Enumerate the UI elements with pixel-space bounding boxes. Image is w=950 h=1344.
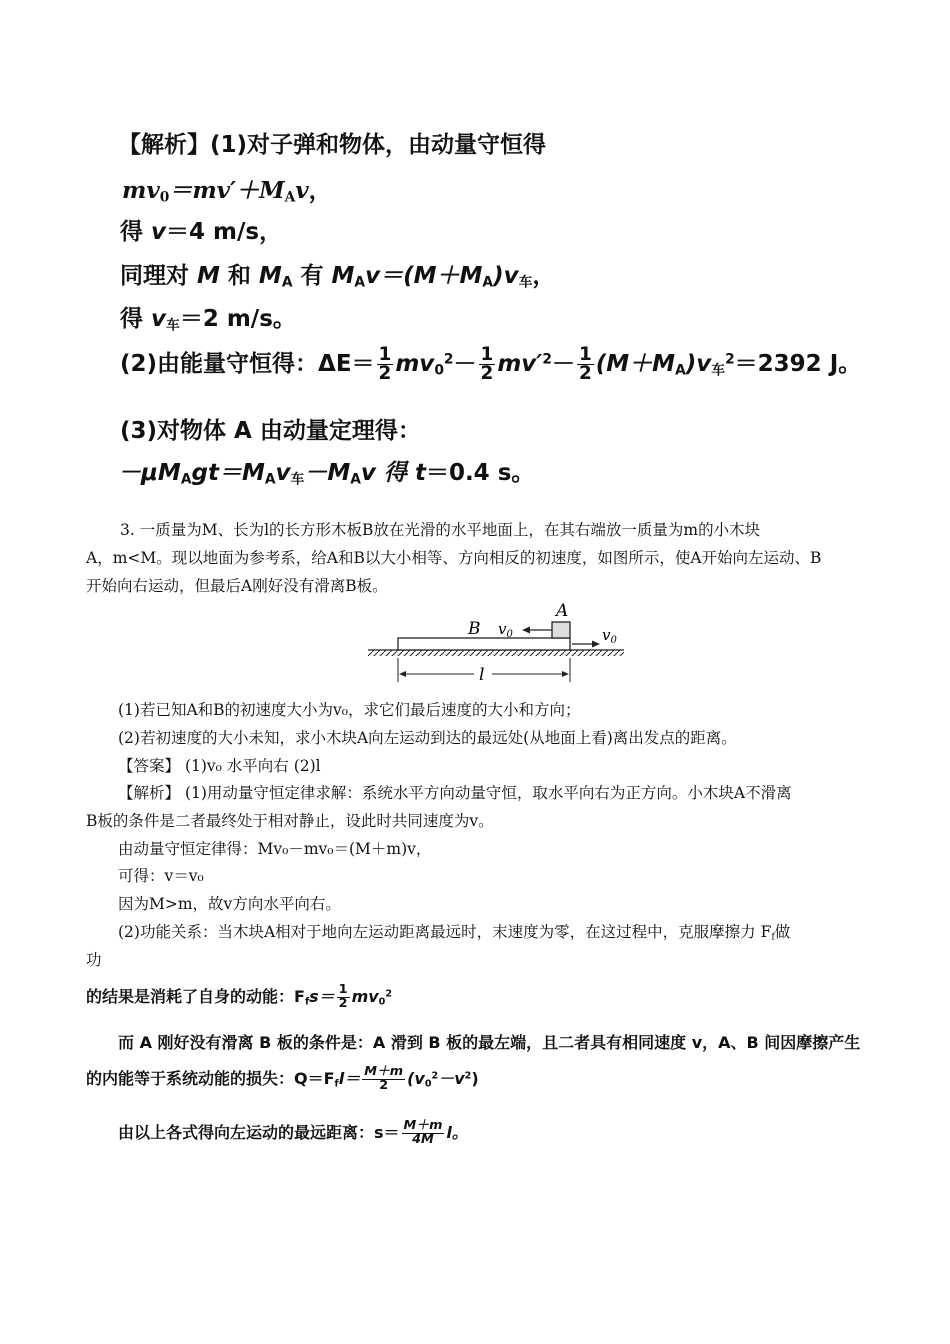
frac-num: 1	[578, 343, 592, 365]
analysis-text-1: (1)用动量守恒定律求解：系统水平方向动量守恒，取水平向右为正方向。小木块A不滑离	[180, 784, 792, 802]
equation-cart-velocity	[120, 300, 296, 333]
eq-text: v	[275, 460, 291, 486]
analysis-text-6-tail: 做	[774, 923, 791, 941]
formula-heat	[86, 1066, 479, 1093]
frac-num: 1	[338, 982, 348, 998]
equation-cart	[120, 257, 555, 290]
eq-text: s＝	[309, 987, 335, 1006]
frac-num: 1	[480, 343, 494, 365]
eq-sup: 2	[443, 351, 454, 368]
eq-symbol: v	[151, 219, 167, 245]
label-v0-board: $v_0$	[602, 626, 617, 646]
problem3-line2: A，m<M。现以地面为参考系，给A和B以大小相等、方向相反的初速度，如图所示，使A开始向左运动、B	[86, 549, 822, 567]
frac-den: 2	[578, 363, 592, 384]
eq-symbol: v	[365, 263, 381, 289]
analysis-line2: B板的条件是二者最终处于相对静止，设此时共同速度为v。	[86, 812, 494, 830]
eq-sub: A	[284, 189, 296, 206]
eq-sub: 车	[711, 362, 726, 379]
analysis-line7: 功	[86, 951, 102, 969]
fraction-half	[479, 343, 496, 384]
eq-text: ＝0.4 s。	[425, 460, 535, 486]
eq-sub: A	[264, 471, 276, 488]
equation-impulse-intro	[120, 412, 421, 445]
fraction-half	[377, 343, 394, 384]
formula-kinetic	[86, 984, 392, 1011]
analysis-line1	[118, 781, 792, 803]
eq-text: 由以上各式得向左运动的最远距离：s＝	[118, 1123, 400, 1142]
eq-text: 得	[120, 306, 152, 332]
eq-text: )v	[685, 351, 712, 377]
eq-text: 得	[120, 219, 152, 245]
eq-sub: A	[482, 274, 494, 291]
length-arrow-left	[399, 671, 406, 677]
frac-num: 1	[378, 343, 392, 365]
eq-text: ＝mv′＋M	[169, 177, 285, 204]
fraction-half	[577, 343, 594, 384]
label-a: A	[556, 601, 569, 621]
eq-symbol: m	[122, 177, 147, 204]
analysis-tag: 【解析】	[118, 132, 210, 158]
fraction-m-over-4m	[402, 1120, 445, 1147]
analysis-tag-2: 【解析】	[118, 784, 181, 802]
eq-text: (3)对物体 A 由动量定理得：	[120, 418, 421, 444]
eq-text: )v	[493, 263, 519, 289]
eq-text: 的结果是消耗了自身的动能：F	[86, 987, 305, 1006]
eq-symbol: M	[197, 263, 220, 289]
analysis-line4: 可得：v＝v₀	[118, 867, 204, 885]
frac-den: 2	[338, 996, 348, 1011]
eq-sub: 车	[518, 274, 533, 291]
eq-text: (M＋M	[595, 351, 676, 377]
eq-text: －	[453, 351, 477, 377]
analysis-line5: 因为M>m，故v方向水平向右。	[118, 895, 341, 913]
eq-sub: 0	[424, 1078, 432, 1090]
question-1: (1)若已知A和B的初速度大小为v₀，求它们最后速度的大小和方向；	[118, 701, 581, 719]
eq-sub: f	[771, 931, 775, 943]
analysis-heading	[118, 126, 546, 159]
eq-text: －	[551, 351, 575, 377]
eq-text: ＝(M＋M	[380, 263, 483, 289]
answer-line	[118, 754, 321, 776]
eq-sup: 2	[464, 1070, 472, 1082]
fraction-half	[337, 984, 350, 1011]
eq-sub: 车	[290, 471, 305, 488]
equation-energy	[120, 345, 861, 383]
eq-text: 同理对	[120, 263, 198, 289]
frac-den: 2	[379, 1078, 389, 1093]
formula-condition: 而 A 刚好没有滑离 B 板的条件是：A 滑到 B 板的最左端，且二者具有相同速度 v，A、B 间因摩擦产生	[118, 1033, 861, 1052]
eq-text: 和	[219, 263, 259, 289]
ground-hatch	[368, 650, 624, 656]
eq-sub: A	[180, 471, 192, 488]
equation-velocity	[120, 213, 282, 246]
eq-sub: 0	[434, 362, 444, 379]
eq-text: ＝2 m/s。	[179, 306, 296, 332]
frac-num: M＋m	[403, 1118, 443, 1134]
eq-symbol: v	[146, 177, 160, 204]
equation-impulse	[118, 454, 534, 487]
eq-symbol: t	[414, 460, 426, 486]
frac-num: M＋m	[364, 1064, 404, 1080]
eq-text: (v	[407, 1069, 425, 1088]
analysis-line3: 由动量守恒定律得：Mv₀－mv₀＝(M＋m)v，	[118, 840, 432, 858]
eq-text: 的内能等于系统动能的损失：Q＝F	[86, 1069, 335, 1088]
eq-symbol: M	[331, 263, 355, 289]
eq-text: l。	[446, 1123, 468, 1142]
eq-sup: 2	[385, 988, 393, 1000]
eq-text: ＝4 m/s，	[166, 219, 283, 245]
eq-sub: 0	[378, 996, 386, 1008]
eq-sub: A	[350, 471, 361, 488]
eq-sub: A	[281, 274, 293, 291]
fraction-m-over-2	[362, 1066, 405, 1093]
eq-sub: f	[304, 996, 310, 1008]
eq-symbol: M	[258, 263, 282, 289]
eq-text: mv′	[497, 351, 543, 377]
eq-text: －v	[438, 1069, 465, 1088]
eq-sub: A	[675, 362, 686, 379]
arrow-left-head	[522, 627, 530, 634]
frac-den: 4M	[412, 1132, 434, 1147]
analysis-line6	[118, 920, 790, 942]
eq-text: 有	[292, 263, 332, 289]
eq-text: ，	[532, 263, 556, 289]
formula-distance	[118, 1120, 468, 1147]
equation-momentum	[122, 172, 332, 205]
label-l: l	[479, 665, 485, 685]
label-b: B	[468, 619, 481, 639]
eq-symbol: v	[295, 177, 309, 204]
eq-sup: 2	[542, 351, 552, 368]
eq-text: l＝	[338, 1069, 361, 1088]
arrow-right-head	[592, 641, 600, 648]
analysis-text-6: (2)功能关系：当木块A相对于地向左运动距离最远时，末速度为零，在这过程中，克服摩擦力 F	[118, 923, 772, 941]
label-v0-block: $v_0$	[498, 620, 513, 640]
analysis-heading-text: (1)对子弹和物体，由动量守恒得	[210, 132, 547, 158]
board-block-diagram	[366, 598, 626, 690]
eq-sub: 0	[159, 189, 170, 206]
eq-sup: 2	[725, 351, 735, 368]
eq-text: ＝2392 J。	[734, 351, 862, 377]
eq-text: gt＝M	[191, 460, 265, 486]
eq-sub: 车	[166, 317, 180, 334]
eq-symbol: v	[151, 306, 167, 332]
eq-text: mv	[351, 987, 379, 1006]
eq-text: －M	[304, 460, 351, 486]
eq-text: v 得	[360, 460, 415, 486]
question-2: (2)若初速度的大小未知，求小木块A向左运动到达的最远处(从地面上看)离出发点的距离。	[118, 729, 737, 747]
problem3-line3: 开始向右运动，但最后A刚好没有滑离B板。	[86, 577, 388, 595]
answer-tag: 【答案】	[118, 757, 181, 775]
frac-den: 2	[378, 363, 392, 384]
frac-den: 2	[480, 363, 494, 384]
eq-text: ，	[308, 177, 332, 204]
eq-text: )	[471, 1069, 479, 1088]
problem3-line1: 3. 一质量为M、长为l的长方形木板B放在光滑的水平地面上，在其右端放一质量为m的小木块	[120, 521, 761, 539]
eq-sub: f	[334, 1078, 339, 1090]
eq-sup: 2	[431, 1070, 439, 1082]
eq-sub: A	[354, 274, 366, 291]
length-arrow-right	[562, 671, 569, 677]
block-a	[552, 622, 570, 638]
eq-text: (2)由能量守恒得：ΔE＝	[120, 351, 375, 377]
eq-text: －μM	[118, 460, 181, 486]
board-b	[398, 638, 570, 650]
answer-text: (1)v₀ 水平向右 (2)l	[180, 757, 321, 775]
eq-text: mv	[395, 351, 435, 377]
